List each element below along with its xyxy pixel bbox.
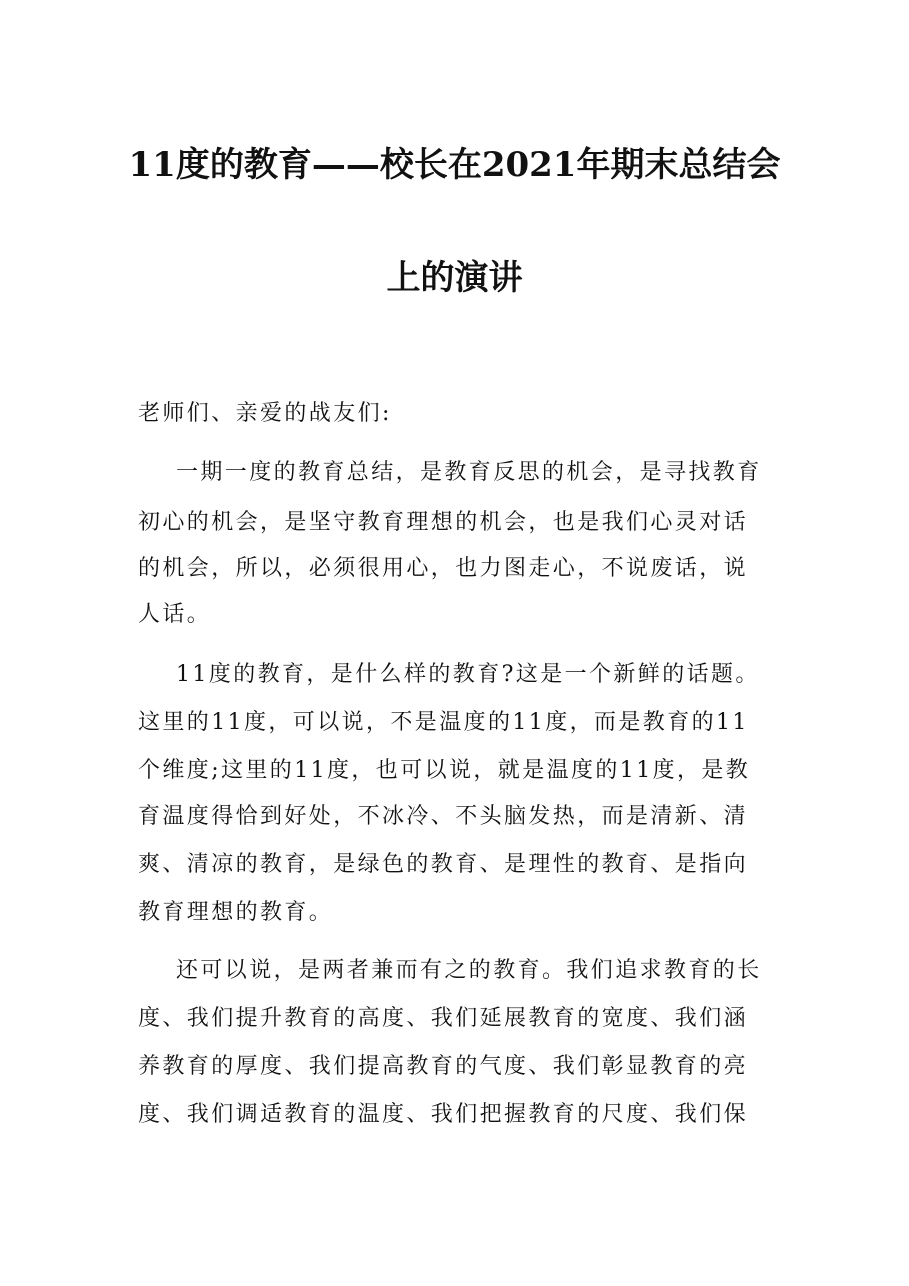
document-title-line-1: 11度的教育——校长在2021年期末总结会 xyxy=(128,145,781,185)
paragraph-3-line-2: 度、我们提升教育的高度、我们延展教育的宽度、我们涵 xyxy=(138,1006,749,1031)
paragraph-3-line-4: 度、我们调适教育的温度、我们把握教育的尺度、我们保 xyxy=(138,1102,749,1127)
paragraph-2-line-6: 教育理想的教育。 xyxy=(138,900,334,925)
paragraph-3-line-3: 养教育的厚度、我们提高教育的气度、我们彰显教育的亮 xyxy=(138,1054,749,1079)
paragraph-1-line-1: 一期一度的教育总结，是教育反思的机会，是寻找教育 xyxy=(176,460,762,485)
paragraph-1-line-2: 初心的机会，是坚守教育理想的机会，也是我们心灵对话 xyxy=(138,510,749,535)
paragraph-3-line-1: 还可以说，是两者兼而有之的教育。我们追求教育的长 xyxy=(176,958,762,983)
paragraph-2-line-4: 育温度得恰到好处，不冰冷、不头脑发热，而是清新、清 xyxy=(138,804,749,829)
document-title-line-2: 上的演讲 xyxy=(386,258,523,298)
paragraph-1-line-4: 人话。 xyxy=(138,602,212,627)
paragraph-2-line-5: 爽、清凉的教育，是绿色的教育、是理性的教育、是指向 xyxy=(138,852,749,877)
salutation: 老师们、亲爱的战友们: xyxy=(138,401,392,426)
paragraph-2-line-2: 这里的11度，可以说，不是温度的11度，而是教育的11 xyxy=(138,710,749,735)
paragraph-1-line-3: 的机会，所以，必须很用心，也力图走心，不说废话，说 xyxy=(138,556,749,581)
paragraph-2-line-3: 个维度;这里的11度，也可以说，就是温度的11度，是教 xyxy=(138,758,751,783)
paragraph-2-line-1: 11度的教育，是什么样的教育?这是一个新鲜的话题。 xyxy=(176,662,760,687)
